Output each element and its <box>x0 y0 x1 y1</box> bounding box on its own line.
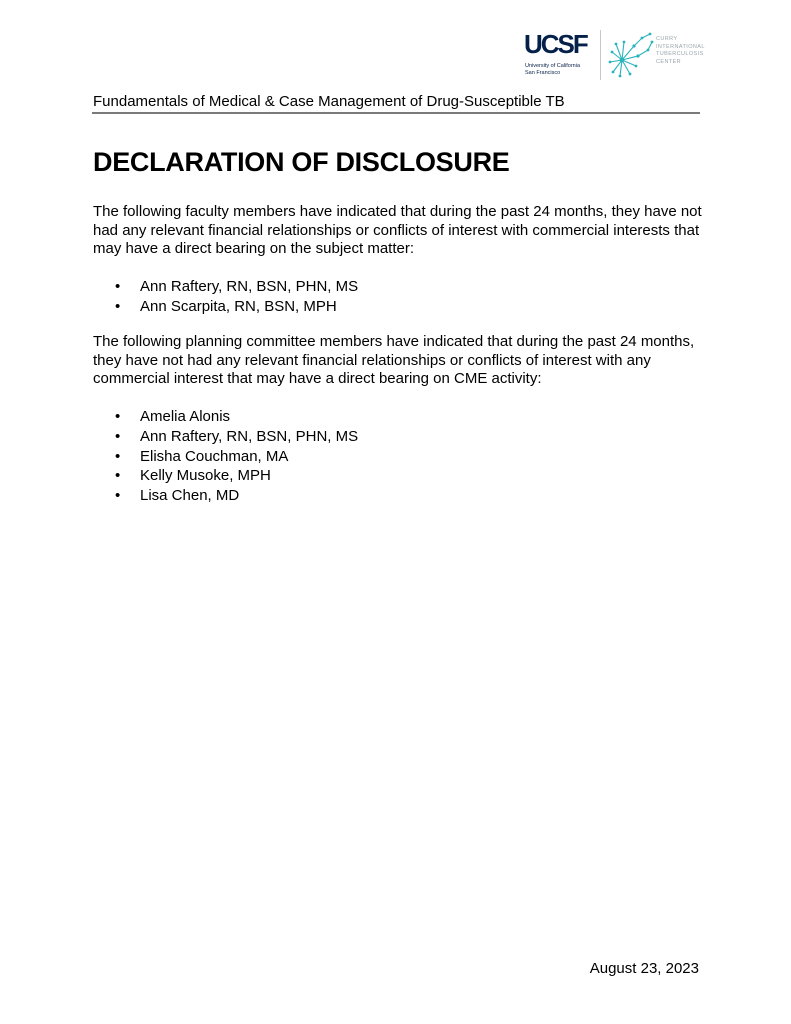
list-item: • Amelia Alonis <box>93 407 358 427</box>
ucsf-subtitle <box>525 63 595 77</box>
curry-center-name <box>656 36 716 66</box>
ucsf-subtitle-line2: San Francisco <box>525 70 561 76</box>
list-item: • Elisha Couchman, MA <box>93 447 358 467</box>
committee-list <box>93 407 358 506</box>
curry-line-4: CENTER <box>656 58 682 65</box>
curry-line-1: CURRY <box>656 36 678 42</box>
curry-center-icon <box>608 30 654 80</box>
list-item: • Ann Scarpita, RN, BSN, MPH <box>93 297 358 317</box>
list-item: • Lisa Chen, MD <box>93 486 358 506</box>
ucsf-wordmark: UCSF <box>524 29 587 59</box>
ucsf-logo <box>524 30 594 82</box>
logo-divider <box>600 30 601 80</box>
page-title: DECLARATION OF DISCLOSURE <box>93 147 510 177</box>
document-date: August 23, 2023 <box>589 960 699 977</box>
list-item: • Kelly Musoke, MPH <box>93 466 358 486</box>
header-logos <box>524 28 714 84</box>
course-title: Fundamentals of Medical & Case Management of Drug-Susceptible TB <box>93 93 565 110</box>
ucsf-subtitle-line1: University of California <box>525 63 581 69</box>
curry-line-2: INTERNATIONAL <box>656 43 705 50</box>
committee-intro: The following planning committee members have indicated that during the past 24 months, they have not had any relevant financial relationships or conflicts of interest with any commercial interest that may have a direct bearing on CME activity: <box>93 333 695 387</box>
faculty-intro: The following faculty members have indicated that during the past 24 months, they have not had any relevant financial relationships or conflicts of interest with commercial interests that may have a direct bearing on the subject matter: <box>93 203 702 257</box>
curry-line-3: TUBERCULOSIS <box>656 51 704 57</box>
header-divider <box>92 112 700 114</box>
list-item: • Ann Raftery, RN, BSN, PHN, MS <box>93 277 358 297</box>
list-item: • Ann Raftery, RN, BSN, PHN, MS <box>93 427 358 447</box>
faculty-list <box>93 277 358 317</box>
